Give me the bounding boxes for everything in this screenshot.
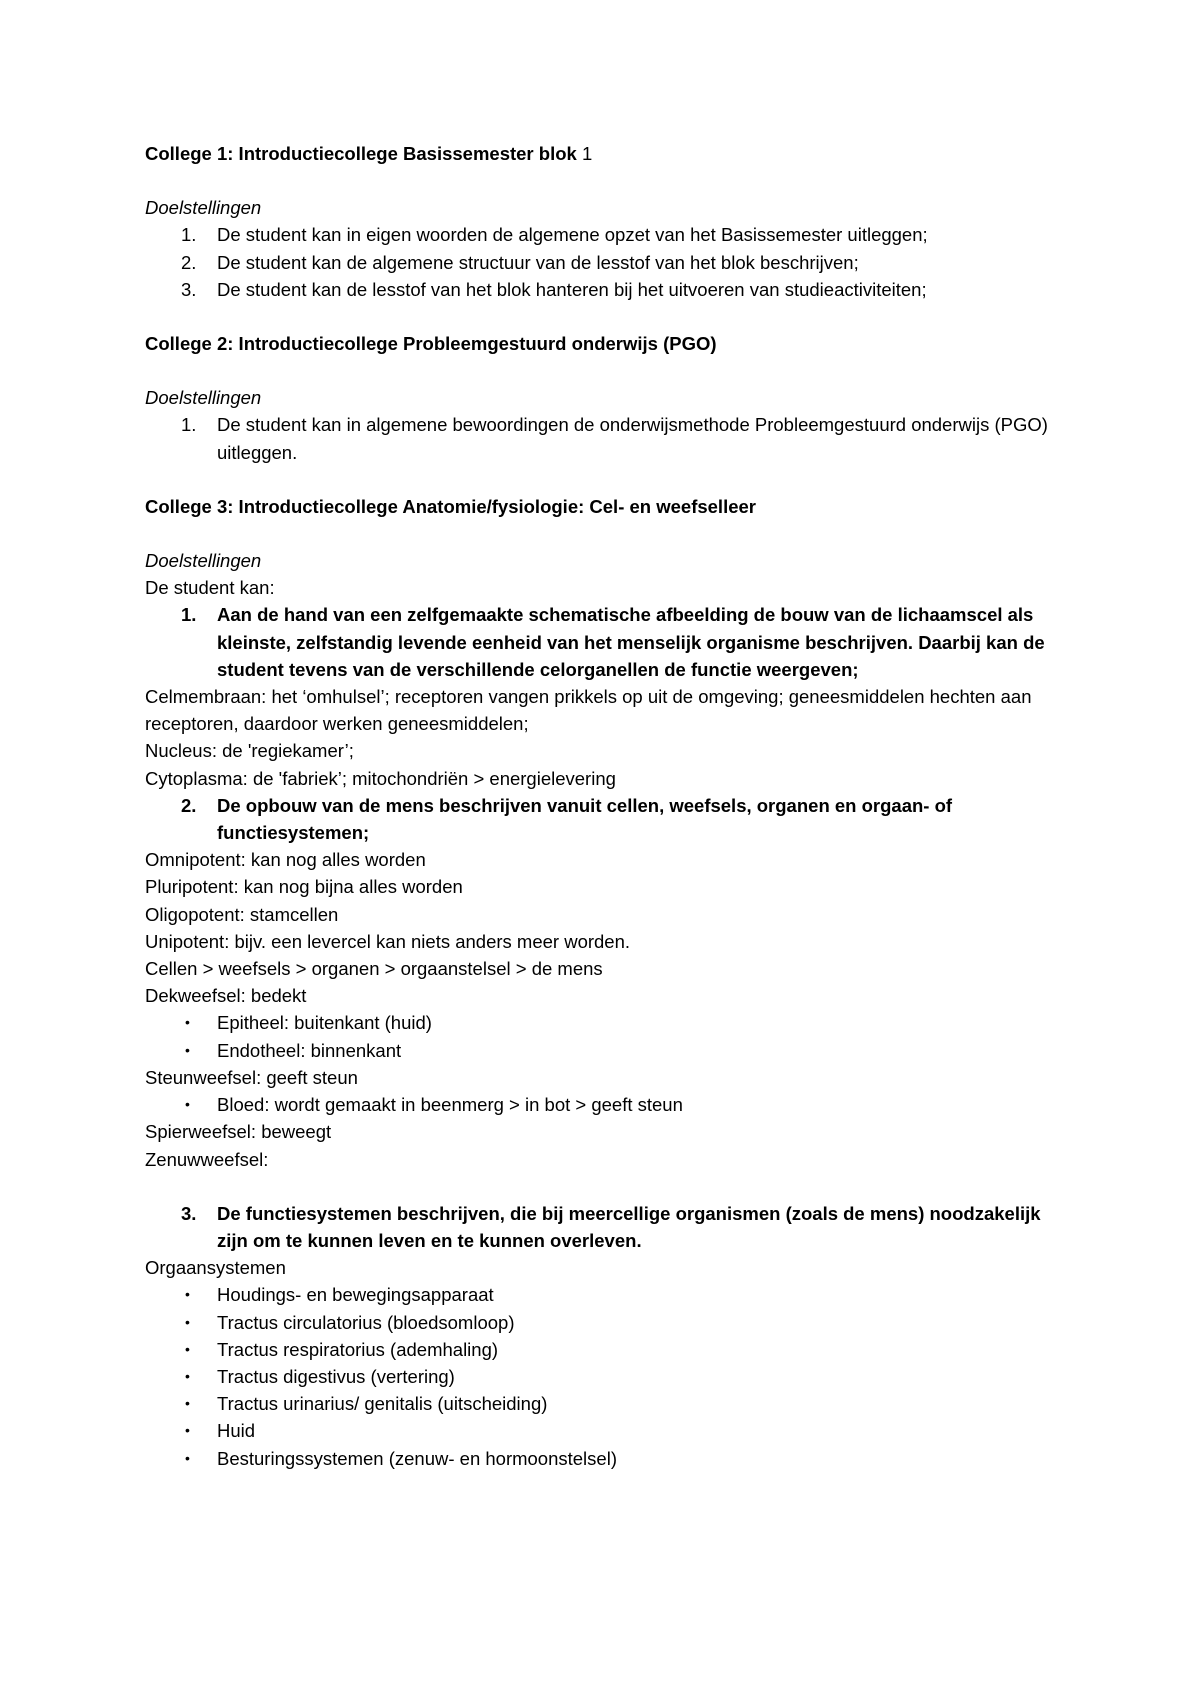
- item-number: 1.: [181, 224, 197, 246]
- list-item: [145, 1281, 1065, 1308]
- dekweefsel-list: [145, 1009, 1065, 1063]
- bullet-icon: •: [185, 1449, 190, 1466]
- item-text: De functiesystemen beschrijven, die bij meercellige organismen (zoals de mens) noodzakelijk zijn om te kunnen leven en te kunnen overleven.: [217, 1202, 1041, 1251]
- item-text: Tractus respiratorius (ademhaling): [217, 1338, 499, 1360]
- college-3-intro: De student kan:: [145, 577, 275, 599]
- list-item: [145, 276, 1065, 303]
- bullet-icon: •: [185, 1286, 190, 1303]
- college-2-goals: [145, 411, 1065, 465]
- college-1-title-tail: 1: [576, 143, 593, 164]
- bullet-icon: •: [185, 1422, 190, 1439]
- item-text: Aan de hand van een zelfgemaakte schematische afbeelding de bouw van de lichaamscel als kleinste, zelfstandig levende eenheid van het menselijk organisme beschrijven. Daarbij kan de student tevens van de verschillende celorganellen de functie weergeven;: [217, 604, 1045, 680]
- note-line: Unipotent: bijv. een levercel kan niets anders meer worden.: [145, 930, 631, 952]
- list-item: [145, 1363, 1065, 1390]
- list-item: [145, 1390, 1065, 1417]
- college-1-subtitle: Doelstellingen: [145, 197, 262, 219]
- college-3-goal-2: [145, 792, 1065, 846]
- item-number: 3.: [181, 1202, 197, 1224]
- college-1-title: College 1: Introductiecollege Basissemester blok: [145, 143, 577, 164]
- college-3-goal-1: [145, 601, 1065, 683]
- note-line: Nucleus: de 'regiekamer’;: [145, 740, 354, 762]
- college-2-title: College 2: Introductiecollege Probleemgestuurd onderwijs (PGO): [145, 333, 717, 355]
- note-line: Zenuwweefsel:: [145, 1148, 269, 1170]
- note-line: Omnipotent: kan nog alles worden: [145, 849, 426, 871]
- list-item: [145, 221, 1065, 248]
- item-text: Bloed: wordt gemaakt in beenmerg > in bot > geeft steun: [217, 1094, 683, 1116]
- organ-systems-list: [145, 1281, 1065, 1471]
- college-1-heading: [145, 140, 1065, 167]
- note-line: Spierweefsel: beweegt: [145, 1121, 332, 1143]
- item-text: De opbouw van de mens beschrijven vanuit cellen, weefsels, organen en orgaan- of functiesystemen;: [217, 794, 953, 844]
- list-item: [145, 1336, 1065, 1363]
- item-number: 3.: [181, 278, 197, 300]
- note-line: Celmembraan: het ‘omhulsel’; receptoren vangen prikkels op uit de omgeving; geneesmiddelen hechten aan receptoren, daardoor werken geneesmiddelen;: [145, 686, 1032, 735]
- item-text: De student kan in algemene bewoordingen de onderwijsmethode Probleemgestuurd onderwijs (PGO) uitleggen.: [217, 414, 1048, 463]
- bullet-icon: •: [185, 1313, 190, 1330]
- item-text: De student kan de lesstof van het blok hanteren bij het uitvoeren van studieactiviteiten;: [217, 278, 927, 300]
- note-line: Cellen > weefsels > organen > orgaanstelsel > de mens: [145, 958, 603, 980]
- list-item: [145, 1091, 1065, 1118]
- steunweefsel-list: [145, 1091, 1065, 1118]
- item-number: 2.: [181, 794, 197, 816]
- item-text: Tractus digestivus (vertering): [217, 1365, 455, 1387]
- note-line: Oligopotent: stamcellen: [145, 903, 339, 925]
- item-text: Epitheel: buitenkant (huid): [217, 1012, 432, 1034]
- bullet-icon: •: [185, 1096, 190, 1113]
- bullet-icon: •: [185, 1041, 190, 1058]
- list-item: [145, 1037, 1065, 1064]
- list-item: [145, 1445, 1065, 1472]
- item-text: De student kan in eigen woorden de algemene opzet van het Basissemester uitleggen;: [217, 224, 928, 246]
- list-item: [145, 1009, 1065, 1036]
- item-number: 1.: [181, 414, 197, 436]
- note-line: Dekweefsel: bedekt: [145, 985, 307, 1007]
- item-text: Endotheel: binnenkant: [217, 1039, 402, 1061]
- item-number: 1.: [181, 604, 197, 626]
- bullet-icon: •: [185, 1340, 190, 1357]
- item-text: Huid: [217, 1420, 256, 1442]
- college-3-title: College 3: Introductiecollege Anatomie/fysiologie: Cel- en weefselleer: [145, 495, 756, 517]
- list-item: [145, 601, 1065, 683]
- organ-systems-title: Orgaansystemen: [145, 1257, 286, 1279]
- college-3-subtitle: Doelstellingen: [145, 550, 262, 572]
- note-line: Cytoplasma: de 'fabriek’; mitochondriën > energielevering: [145, 767, 616, 789]
- list-item: [145, 1200, 1065, 1254]
- note-line: Pluripotent: kan nog bijna alles worden: [145, 876, 463, 898]
- list-item: [145, 1309, 1065, 1336]
- document-page: [145, 140, 1065, 1472]
- list-item: [145, 411, 1065, 465]
- list-item: [145, 792, 1065, 846]
- bullet-icon: •: [185, 1395, 190, 1412]
- college-1-goals: [145, 221, 1065, 303]
- item-number: 2.: [181, 251, 197, 273]
- item-text: Tractus circulatorius (bloedsomloop): [217, 1311, 515, 1333]
- bullet-icon: •: [185, 1014, 190, 1031]
- college-3-goal-3: [145, 1200, 1065, 1254]
- item-text: De student kan de algemene structuur van de lesstof van het blok beschrijven;: [217, 251, 859, 273]
- bullet-icon: •: [185, 1367, 190, 1384]
- item-text: Besturingssystemen (zenuw- en hormoonstelsel): [217, 1447, 617, 1469]
- list-item: [145, 249, 1065, 276]
- item-text: Tractus urinarius/ genitalis (uitscheiding): [217, 1393, 548, 1415]
- list-item: [145, 1417, 1065, 1444]
- item-text: Houdings- en bewegingsapparaat: [217, 1284, 494, 1306]
- note-line: Steunweefsel: geeft steun: [145, 1066, 358, 1088]
- college-2-subtitle: Doelstellingen: [145, 387, 262, 409]
